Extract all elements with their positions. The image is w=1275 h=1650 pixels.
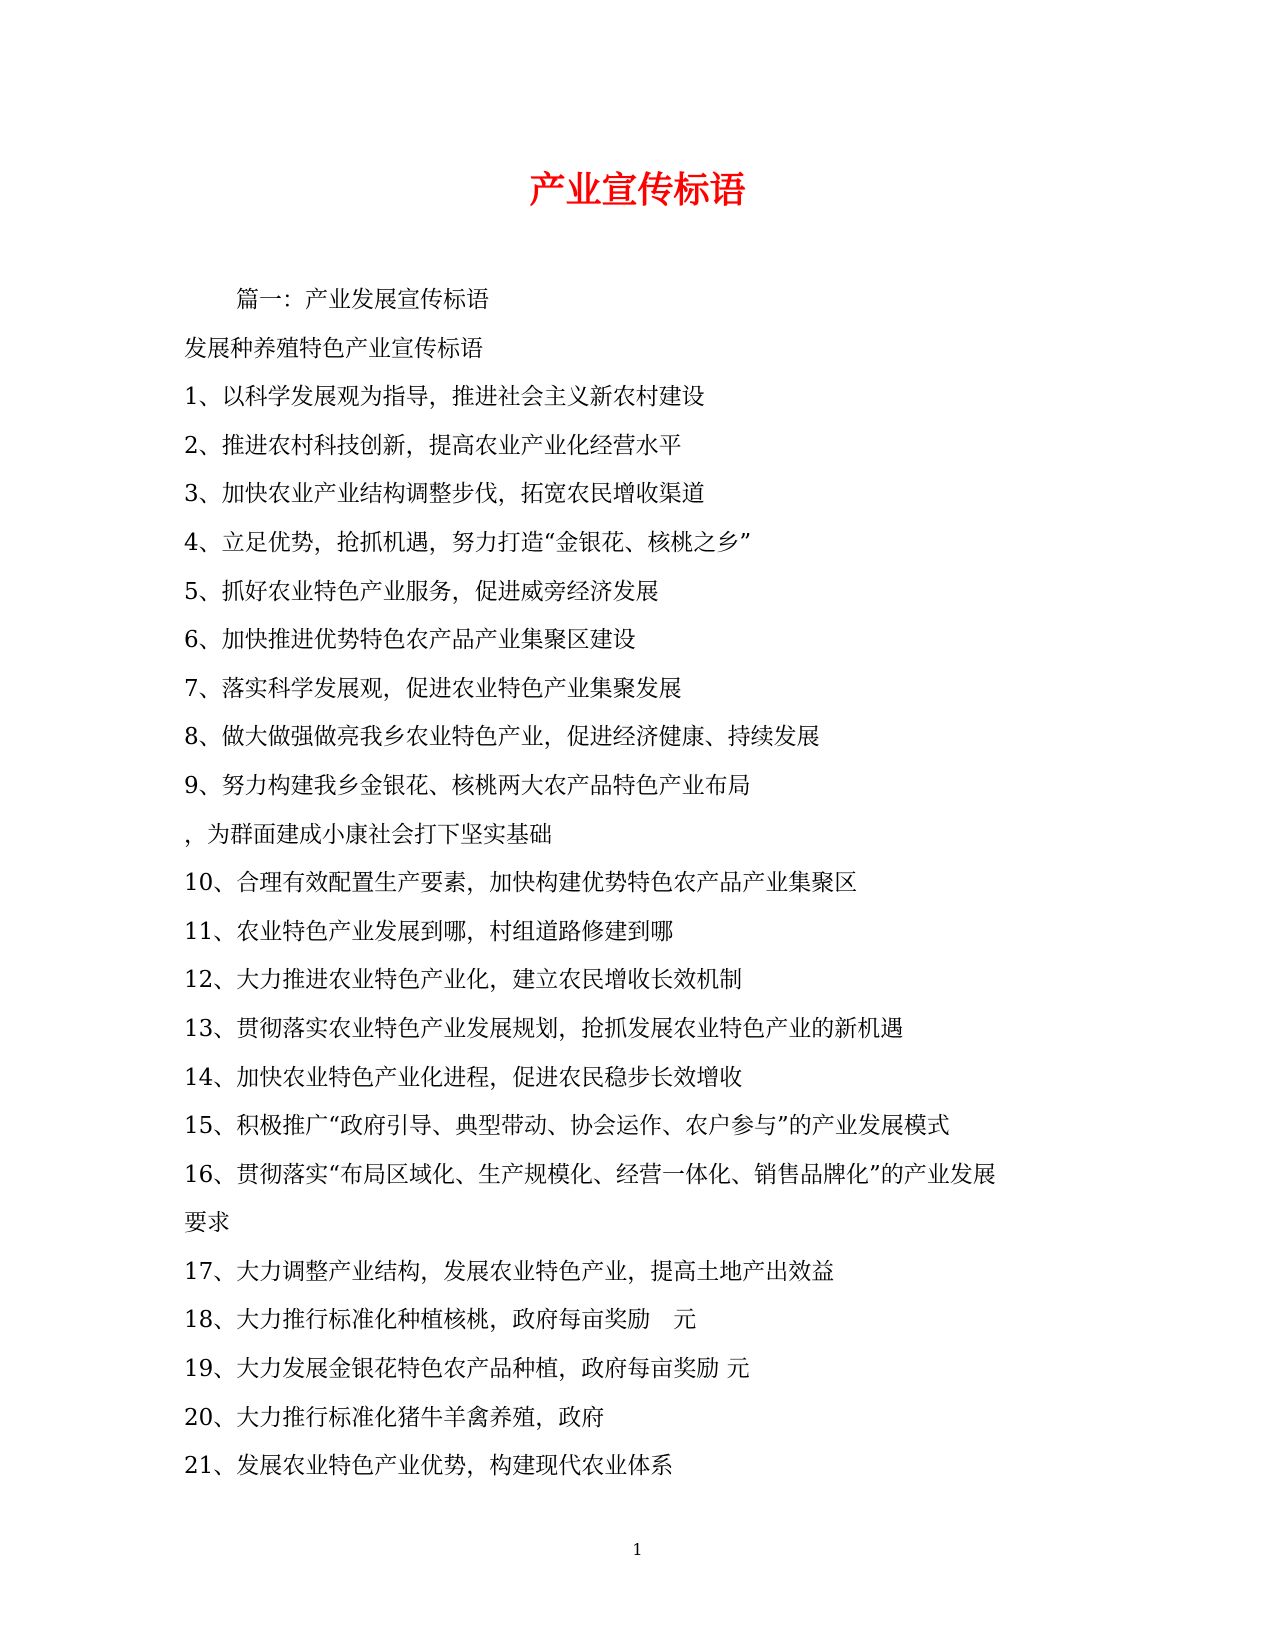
section-heading: 篇一：产业发展宣传标语 — [236, 287, 489, 313]
slogan-line: 7、落实科学发展观，促进农业特色产业集聚发展 — [184, 675, 682, 702]
slogan-line-continuation: ，为群面建成小康社会打下坚实基础 — [184, 821, 552, 848]
slogan-line: 10、合理有效配置生产要素，加快构建优势特色农产品产业集聚区 — [184, 870, 858, 897]
slogan-line: 21、发展农业特色产业优势，构建现代农业体系 — [184, 1453, 674, 1480]
document-title: 产业宣传标语 — [529, 169, 746, 211]
slogan-line: 13、贯彻落实农业特色产业发展规划，抢抓发展农业特色产业的新机遇 — [184, 1015, 904, 1042]
slogan-line: 1、以科学发展观为指导，推进社会主义新农村建设 — [184, 384, 705, 411]
slogan-line: 17、大力调整产业结构，发展农业特色产业，提高土地产出效益 — [184, 1258, 835, 1285]
slogan-line: 2、推进农村科技创新，提高农业产业化经营水平 — [184, 432, 682, 459]
slogan-line: 5、抓好农业特色产业服务，促进威旁经济发展 — [184, 578, 659, 605]
slogan-line: 8、做大做强做亮我乡农业特色产业，促进经济健康、持续发展 — [184, 724, 820, 751]
slogan-line: 18、大力推行标准化种植核桃，政府每亩奖励 元 — [184, 1307, 697, 1334]
slogan-line: 6、加快推进优势特色农产品产业集聚区建设 — [184, 627, 636, 654]
slogan-line: 20、大力推行标准化猪牛羊禽养殖，政府 — [184, 1404, 605, 1431]
slogan-line: 9、努力构建我乡金银花、核桃两大农产品特色产业布局 — [184, 772, 751, 799]
slogan-line: 4、立足优势，抢抓机遇，努力打造“金银花、核桃之乡” — [184, 529, 752, 556]
document-body — [184, 276, 1084, 1491]
slogan-line: 3、加快农业产业结构调整步伐，拓宽农民增收渠道 — [184, 481, 705, 508]
slogan-line: 16、贯彻落实“布局区域化、生产规模化、经营一体化、销售品牌化”的产业发展 — [184, 1161, 996, 1188]
slogan-line: 19、大力发展金银花特色农产品种植，政府每亩奖励 元 — [184, 1356, 750, 1383]
subheading: 发展种养殖特色产业宣传标语 — [184, 335, 483, 362]
slogan-line: 14、加快农业特色产业化进程，促进农民稳步长效增收 — [184, 1064, 743, 1091]
slogan-line: 15、积极推广“政府引导、典型带动、协会运作、农户参与”的产业发展模式 — [184, 1113, 950, 1140]
page-number: 1 — [632, 1540, 643, 1559]
slogan-line: 12、大力推进农业特色产业化，建立农民增收长效机制 — [184, 967, 743, 994]
slogan-line-continuation: 要求 — [184, 1210, 230, 1237]
slogan-line: 11、农业特色产业发展到哪，村组道路修建到哪 — [184, 918, 674, 945]
